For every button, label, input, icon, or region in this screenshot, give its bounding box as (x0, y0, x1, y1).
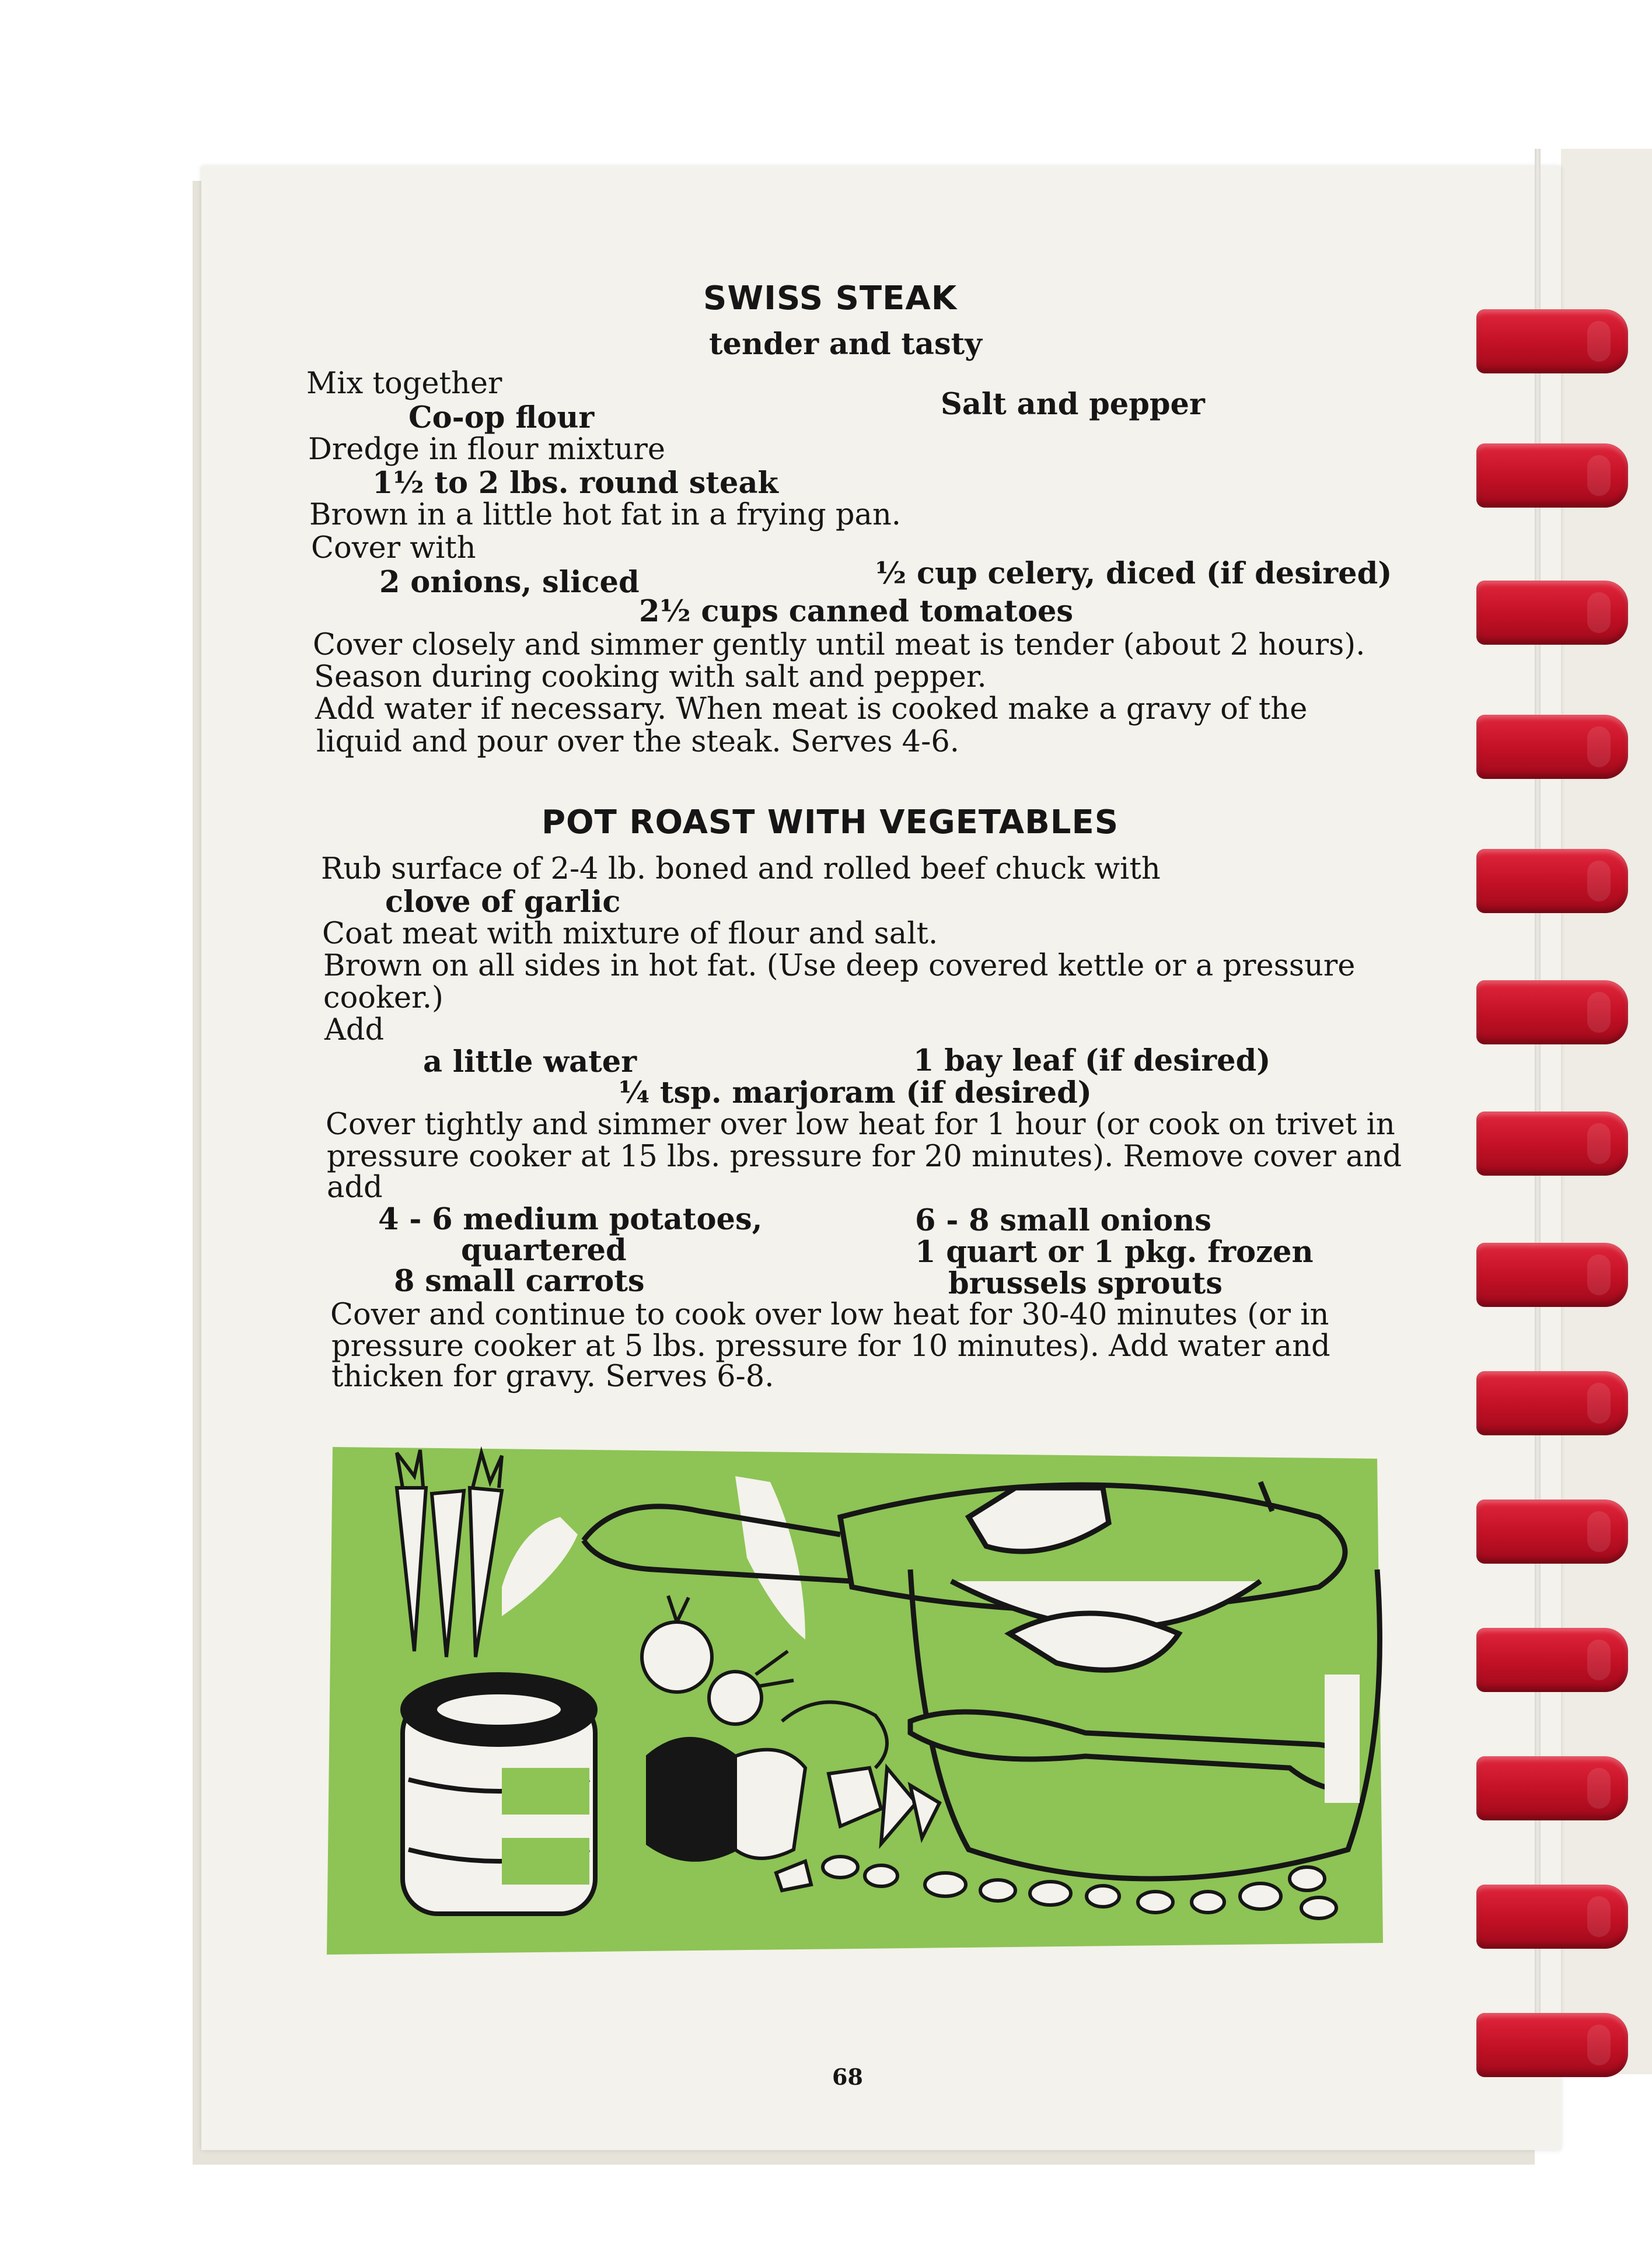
vegetables-pot-illustration (327, 1441, 1389, 1966)
page-number: 68 (832, 2064, 863, 2090)
ingredient: Co-op flour (408, 400, 595, 435)
recipe-line: Add (324, 1013, 385, 1047)
recipe-line: Cover tightly and simmer over low heat for 1 hour (or cook on trivet in (326, 1107, 1395, 1142)
recipe-line: Cover with (311, 531, 476, 565)
spiral-ring (1476, 1243, 1628, 1307)
recipe-line: Brown in a little hot fat in a frying pan. (309, 498, 901, 532)
recipe-line: Cover closely and simmer gently until meat is tender (about 2 hours). (313, 628, 1365, 662)
ingredient: clove of garlic (385, 885, 621, 920)
spiral-ring (1476, 1885, 1628, 1949)
spiral-ring (1476, 1756, 1628, 1820)
swiss-steak-title: SWISS STEAK (703, 279, 958, 317)
spiral-ring (1476, 2013, 1628, 2077)
rolled-roast-icon (403, 1675, 595, 1914)
recipe-line: cooker.) (323, 981, 443, 1015)
spiral-ring (1476, 443, 1628, 508)
recipe-line: thicken for gravy. Serves 6-8. (331, 1359, 774, 1394)
ingredient: brussels sprouts (948, 1266, 1223, 1301)
recipe-line: Add water if necessary. When meat is cooked make a gravy of the (315, 692, 1308, 726)
recipe-line: Coat meat with mixture of flour and salt. (322, 917, 938, 951)
spiral-ring (1476, 1499, 1628, 1564)
ingredient: ½ cup celery, diced (if desired) (875, 556, 1392, 591)
recipe-line: Mix together (306, 366, 502, 401)
ingredient: 1 bay leaf (if desired) (913, 1043, 1271, 1078)
ingredient: 2½ cups canned tomatoes (639, 594, 1074, 629)
spiral-ring (1476, 581, 1628, 645)
spiral-ring (1476, 1111, 1628, 1176)
recipe-line: Season during cooking with salt and pepper. (314, 660, 987, 694)
ingredient: 6 - 8 small onions (915, 1203, 1211, 1238)
recipe-line: Rub surface of 2-4 lb. boned and rolled beef chuck with (321, 852, 1161, 886)
pot-roast-title: POT ROAST WITH VEGETABLES (542, 803, 1119, 841)
spiral-ring (1476, 849, 1628, 913)
recipe-line: liquid and pour over the steak. Serves 4-6. (316, 725, 960, 759)
spiral-ring (1476, 980, 1628, 1044)
recipe-line: pressure cooker at 5 lbs. pressure for 10 minutes). Add water and (331, 1329, 1330, 1364)
ingredient: 2 onions, sliced (379, 565, 640, 600)
ingredient: ¼ tsp. marjoram (if desired) (619, 1075, 1092, 1110)
spiral-ring (1476, 309, 1628, 373)
recipe-line: Dredge in flour mixture (308, 432, 665, 467)
ingredient: 4 - 6 medium potatoes, (378, 1202, 763, 1237)
spiral-ring (1476, 1628, 1628, 1692)
recipe-line: Brown on all sides in hot fat. (Use deep covered kettle or a pressure (323, 949, 1356, 983)
ingredient: 1½ to 2 lbs. round steak (372, 466, 778, 501)
recipe-line: add (327, 1170, 383, 1205)
recipe-line: pressure cooker at 15 lbs. pressure for 20 minutes). Remove cover and (327, 1140, 1402, 1174)
spiral-ring (1476, 715, 1628, 779)
ingredient: Salt and pepper (941, 387, 1205, 422)
swiss-steak-subtitle: tender and tasty (709, 327, 982, 362)
ingredient: quartered (461, 1233, 627, 1268)
spiral-ring (1476, 1371, 1628, 1435)
ingredient: a little water (423, 1044, 637, 1079)
recipe-line: Cover and continue to cook over low heat for 30-40 minutes (or in (330, 1298, 1329, 1332)
ingredient: 1 quart or 1 pkg. frozen (915, 1235, 1314, 1270)
ingredient: 8 small carrots (394, 1264, 645, 1299)
